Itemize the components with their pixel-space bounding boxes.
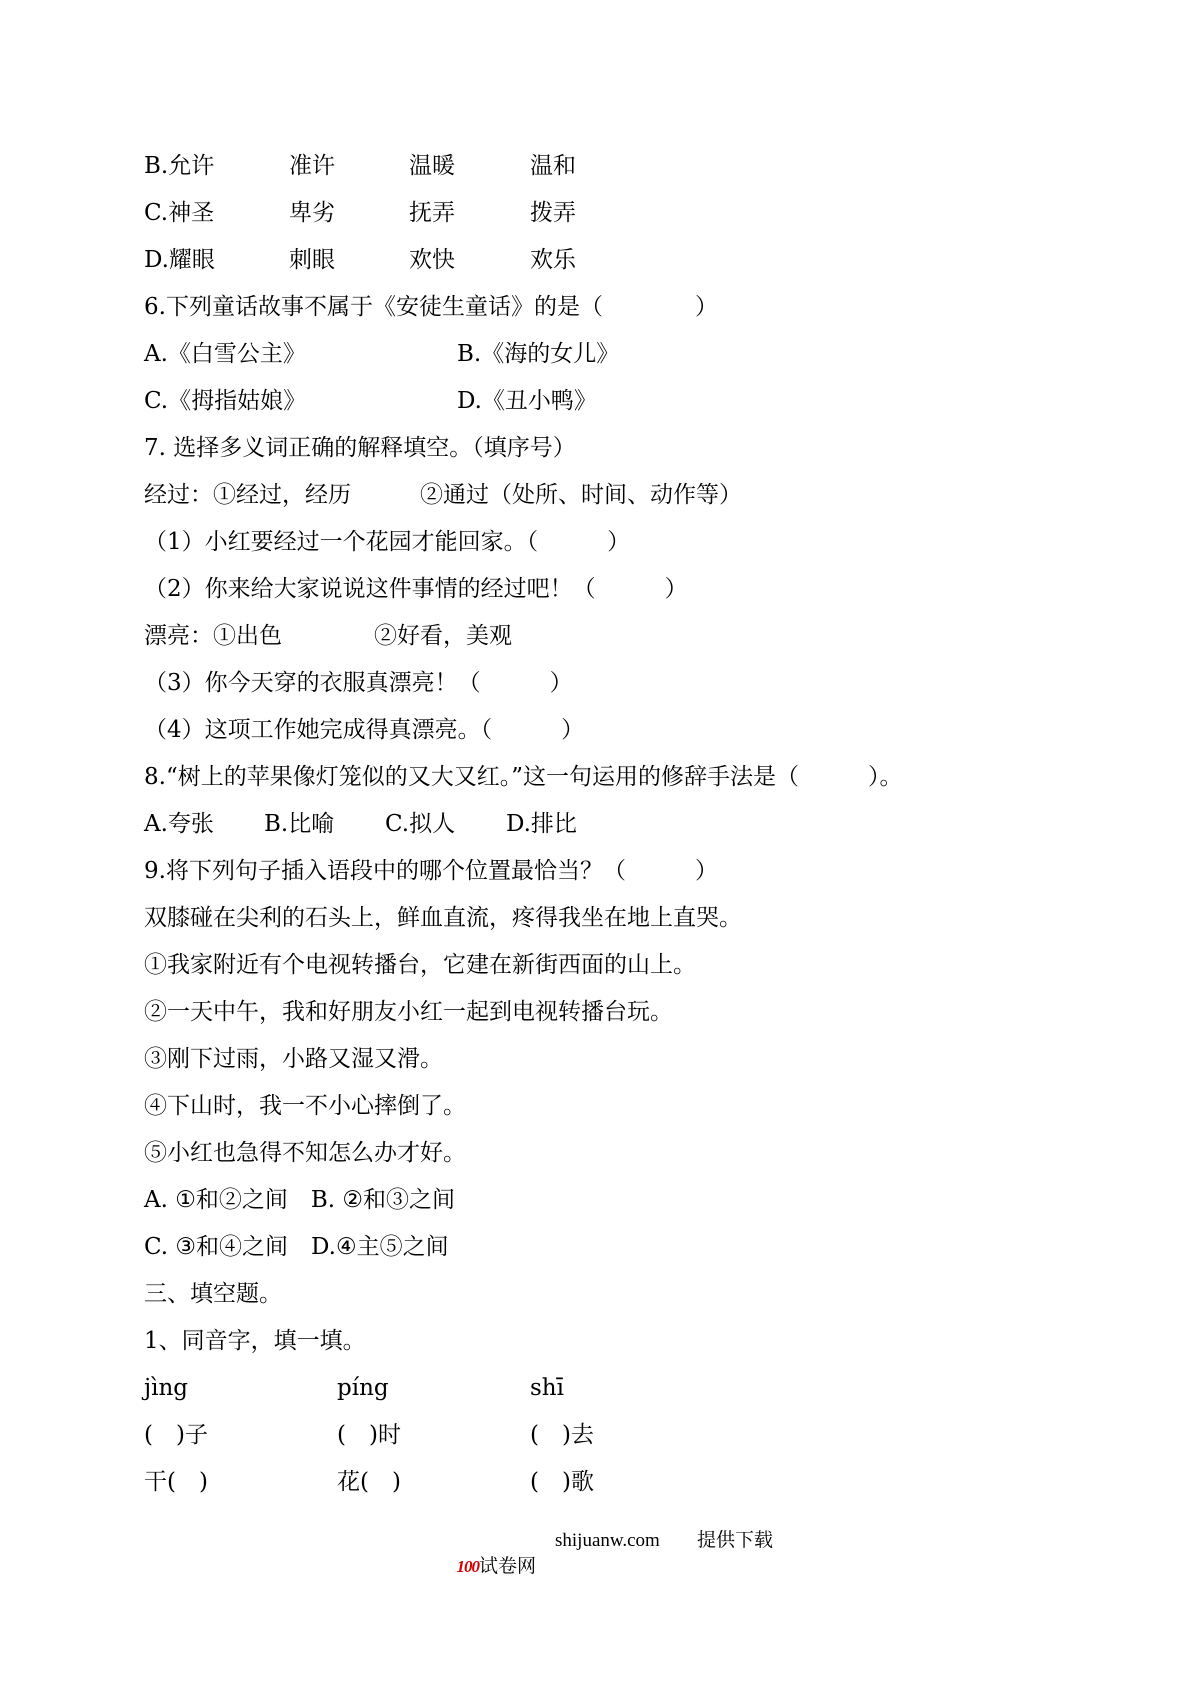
q5-d-word1: D.耀眼	[144, 247, 215, 273]
pinyin-ping: píng	[337, 1375, 389, 1401]
q8-option-b: B.比喻	[264, 811, 335, 837]
q9-options-ab: A. ①和②之间 B. ②和③之间	[144, 1187, 455, 1213]
q5-c-word3: 抚弄	[409, 200, 455, 226]
q9-paragraph-3: ③刚下过雨，小路又湿又滑。	[144, 1046, 443, 1072]
q5-b-word1: B.允许	[144, 153, 215, 179]
q9-question: 9.将下列句子插入语段中的哪个位置最恰当？（ ）	[144, 858, 718, 884]
pinyin-jing: jìng	[144, 1375, 189, 1401]
section3-q1: 1、同音字，填一填。	[144, 1328, 366, 1354]
q5-d-word3: 欢快	[409, 247, 455, 273]
q8-question: 8.“树上的苹果像灯笼似的又大又红。”这一句运用的修辞手法是（ ）。	[144, 764, 903, 790]
q6-option-d: D.《丑小鸭》	[457, 388, 597, 414]
q7-sentence-3: （3）你今天穿的衣服真漂亮！（ ）	[144, 670, 573, 696]
q5-d-word4: 欢乐	[530, 247, 576, 273]
q8-option-a: A.夸张	[144, 811, 214, 837]
blank-shi-2: ( )歌	[530, 1469, 594, 1495]
q5-b-word2: 准许	[289, 153, 335, 179]
logo-number: 100	[456, 1557, 479, 1576]
q9-paragraph-2: ②一天中午，我和好朋友小红一起到电视转播台玩。	[144, 999, 673, 1025]
q5-b-word4: 温和	[530, 153, 576, 179]
site-logo	[428, 1528, 536, 1606]
q7-question: 7. 选择多义词正确的解释填空。（填序号）	[144, 435, 576, 461]
q9-paragraph-4: ④下山时，我一不小心摔倒了。	[144, 1093, 466, 1119]
q7-sentence-4: （4）这项工作她完成得真漂亮。（ ）	[144, 717, 585, 743]
q5-d-word2: 刺眼	[289, 247, 335, 273]
blank-ping-2: 花( )	[337, 1469, 401, 1495]
q6-question: 6.下列童话故事不属于《安徒生童话》的是（ ）	[144, 294, 718, 320]
footer-tail: 提供下载	[697, 1530, 774, 1551]
q7-definition-piaoliang: 漂亮：①出色 ②好看，美观	[144, 623, 512, 649]
q5-c-word1: C.神圣	[144, 200, 215, 226]
q8-option-d: D.排比	[506, 811, 577, 837]
blank-jing-2: 干( )	[144, 1469, 208, 1495]
q5-b-word3: 温暖	[409, 153, 455, 179]
site-url: shijuanw.com	[555, 1530, 660, 1551]
blank-jing-1: ( )子	[144, 1422, 208, 1448]
pinyin-shi: shī	[530, 1375, 564, 1401]
blank-shi-1: ( )去	[530, 1422, 594, 1448]
q9-paragraph-1: ①我家附近有个电视转播台，它建在新街西面的山上。	[144, 952, 696, 978]
q7-sentence-2: （2）你来给大家说说这件事情的经过吧！（ ）	[144, 576, 688, 602]
q7-sentence-1: （1）小红要经过一个花园才能回家。（ ）	[144, 529, 631, 555]
q7-definition-jingguo: 经过：①经过，经历 ②通过（处所、时间、动作等）	[144, 482, 742, 508]
blank-ping-1: ( )时	[337, 1422, 401, 1448]
q6-option-c: C.《拇指姑娘》	[144, 388, 307, 414]
q5-c-word2: 卑劣	[289, 200, 335, 226]
q5-c-word4: 拨弄	[530, 200, 576, 226]
q6-option-a: A.《白雪公主》	[144, 341, 306, 367]
q9-options-cd: C. ③和④之间 D.④主⑤之间	[144, 1234, 449, 1260]
logo-text: 试卷网	[479, 1556, 537, 1577]
section3-title: 三、填空题。	[144, 1281, 282, 1307]
q6-option-b: B.《海的女儿》	[457, 341, 620, 367]
q8-option-c: C.拟人	[385, 811, 456, 837]
q9-paragraph-5: ⑤小红也急得不知怎么办才好。	[144, 1140, 466, 1166]
q9-insert-sentence: 双膝碰在尖利的石头上，鲜血直流，疼得我坐在地上直哭。	[144, 905, 742, 931]
